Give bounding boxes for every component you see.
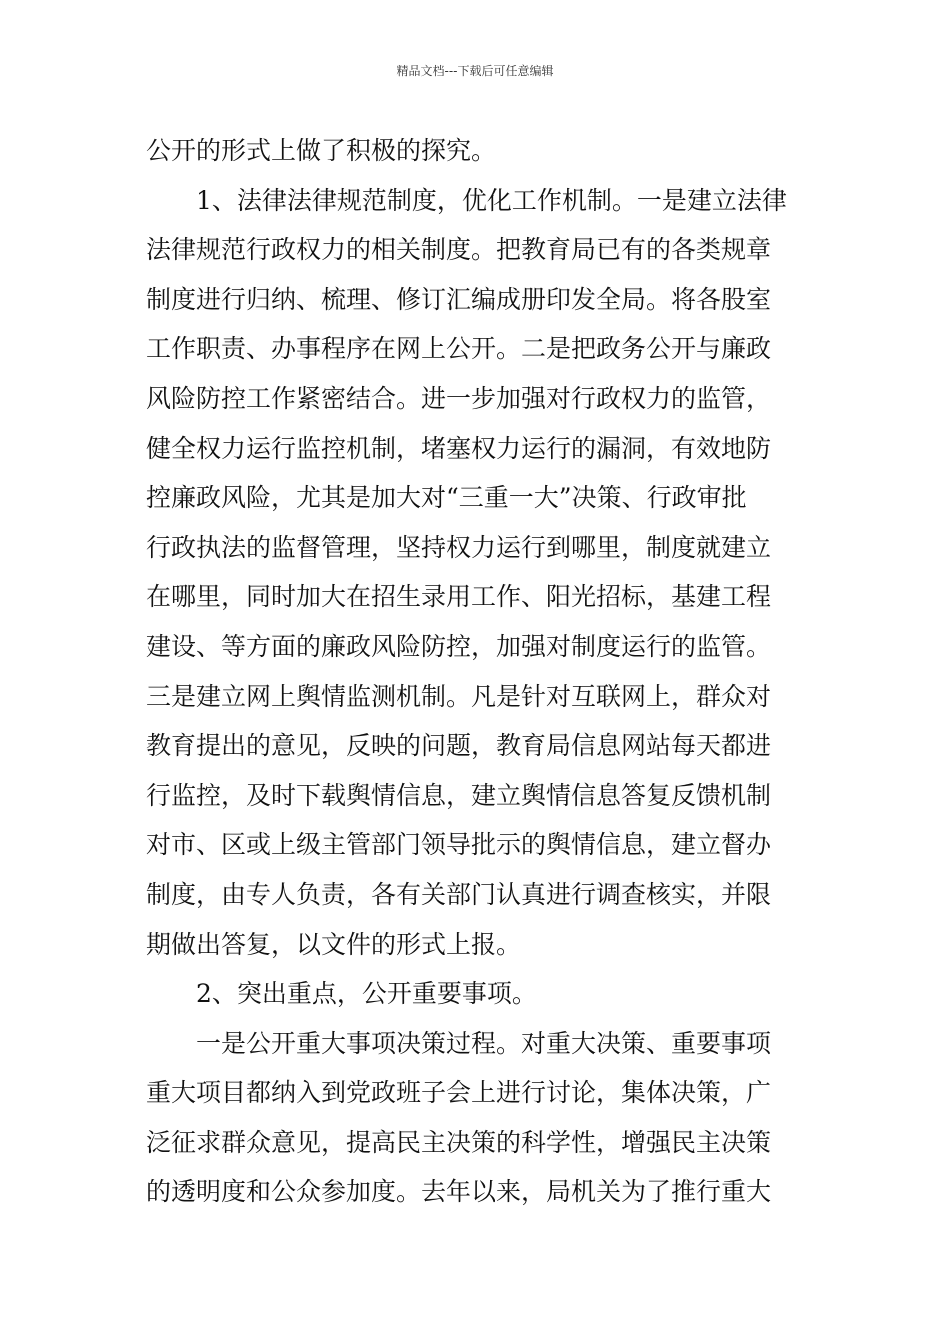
body-text [146, 126, 818, 1217]
text-line: 的透明度和公众参加度。去年以来，局机关为了推行重大 [146, 1177, 772, 1207]
text-line: 三是建立网上舆情监测机制。凡是针对互联网上，群众对 [146, 681, 772, 711]
text-line: 健全权力运行监控机制，堵塞权力运行的漏洞，有效地防 [146, 433, 772, 463]
text-line: 2、突出重点，公开重要事项。 [196, 979, 537, 1009]
text-line: 在哪里，同时加大在招生录用工作、阳光招标，基建工程 [146, 582, 772, 612]
text-line: 期做出答复，以文件的形式上报。 [146, 929, 522, 959]
text-line: 制度，由专人负责，各有关部门认真进行调查核实，并限 [146, 879, 772, 909]
text-line: 对市、区或上级主管部门领导批示的舆情信息，建立督办 [146, 830, 772, 860]
text-line: 控廉政风险，尤其是加大对“三重一大”决策、行政审批 [146, 483, 747, 513]
text-line: 一是公开重大事项决策过程。对重大决策、重要事项 [196, 1028, 772, 1058]
text-line: 1、法律法律规范制度，优化工作机制。一是建立法律 [196, 185, 787, 215]
text-line: 泛征求群众意见，提高民主决策的科学性，增强民主决策 [146, 1127, 772, 1157]
text-line: 工作职责、办事程序在网上公开。二是把政务公开与廉政 [146, 334, 772, 364]
text-line: 重大项目都纳入到党政班子会上进行讨论，集体决策，广 [146, 1078, 772, 1108]
text-line: 制度进行归纳、梳理、修订汇编成册印发全局。将各股室 [146, 284, 772, 314]
text-line: 行监控，及时下载舆情信息，建立舆情信息答复反馈机制 [146, 780, 772, 810]
text-line: 公开的形式上做了积极的探究。 [146, 136, 497, 165]
text-line: 法律规范行政权力的相关制度。把教育局已有的各类规章 [146, 235, 772, 265]
text-line: 风险防控工作紧密结合。进一步加强对行政权力的监管， [146, 383, 772, 413]
text-line: 教育提出的意见，反映的问题，教育局信息网站每天都进 [146, 731, 772, 761]
text-line: 建设、等方面的廉政风险防控，加强对制度运行的监管。 [146, 631, 772, 661]
page-header: 精品文档---下载后可任意编辑 [396, 64, 554, 78]
text-line: 行政执法的监督管理，坚持权力运行到哪里，制度就建立 [146, 532, 772, 562]
